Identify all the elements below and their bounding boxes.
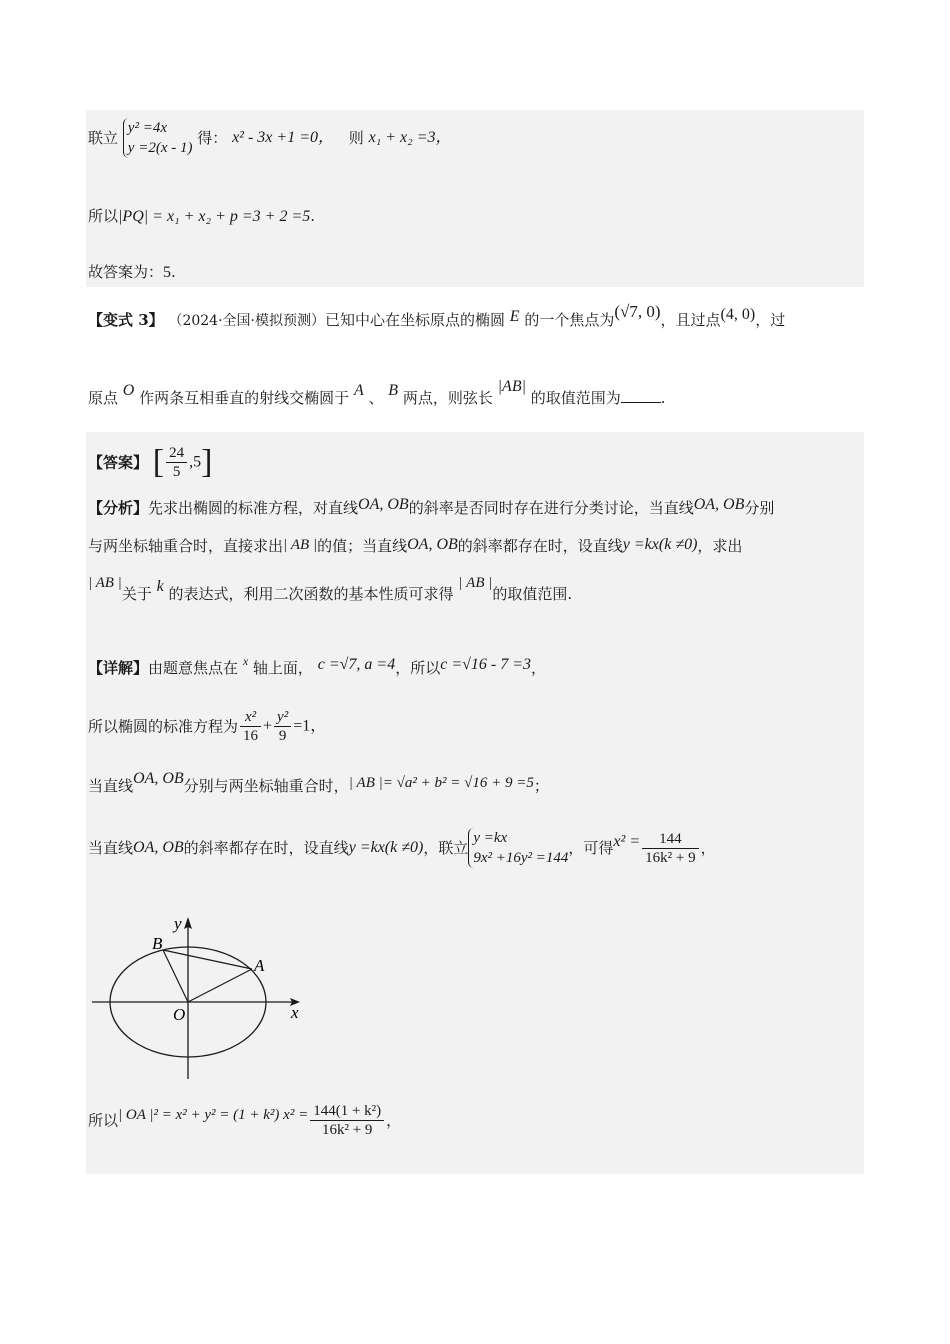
analysis-line-3: | AB |关于 k 的表达式，利用二次函数的基本性质可求得 | AB |的取值范围. xyxy=(88,575,573,603)
detail-line-1: 【详解】由题意焦点在 $^x$ 轴上面， c =√7, a =4，所以c =√16 - 7 =3， xyxy=(88,654,547,677)
answer-line: 【答案】 [ $\frac{24}{5}$ ,5] xyxy=(88,443,213,481)
analysis-line-2: 与两坐标轴重合时，直接求出| AB |的值；当直线OA, OB的斜率都存在时，设直线y =kx(k ≠0)，求出 xyxy=(88,536,743,555)
x-squared-fraction: $\frac{144}{\text{16k² + 9}}$ xyxy=(642,830,698,867)
problem-line-2: 原点 O 作两条互相垂直的射线交椭圆于 A 、 B 两点，则弦长 |AB| 的取值范围为 . xyxy=(88,378,666,407)
answer-blank xyxy=(621,388,661,403)
oa-squared-fraction: $\frac{\text{144(1 + k²)}}{\text{16k² + 9}}$ xyxy=(310,1102,384,1139)
label-a: A xyxy=(254,956,265,975)
solution-line-system: 联立 y² =4x y =2(x - 1) 得： x² - 3x +1 =0， 则 x₁ + x₂ =3， xyxy=(88,120,452,156)
ellipse-line-system: y =kx 9x² +16y² =144 xyxy=(468,828,568,868)
ellipse-figure xyxy=(86,905,316,1085)
label-o: O xyxy=(173,1005,186,1024)
ellipse-y-fraction: $\frac{\text{y²}}{9}$ xyxy=(274,708,291,745)
answer-fraction: $\frac{24}{5}$ xyxy=(166,444,187,481)
equation-system: y² =4x y =2(x - 1) xyxy=(123,118,193,158)
label-y: y xyxy=(174,914,182,933)
detail-line-4: 当直线OA, OB的斜率都存在时，设直线y =kx(k ≠0)，联立y =kx 9x² +16y² =144，可得x² = $\frac{144}{\text{16k² + 9}}$ ， xyxy=(88,830,716,866)
segment-ob xyxy=(163,950,188,1002)
detail-line-2: 所以椭圆的标准方程为 $\frac{\text{x²}}{16}$ + $\frac{\text{y²}}{9}$ =1， xyxy=(88,709,327,744)
detail-line-5: 所以| OA |² = x² + y² = (1 + k²) x² = $\frac{\text{144(1 + k²)}}{\text{16k² + 9}}$ ， xyxy=(88,1103,402,1138)
detail-line-3: 当直线OA, OB分别与两坐标轴重合时，| AB |= √a² + b² = √16 + 9 =5； xyxy=(88,770,549,795)
label-x: x xyxy=(291,1003,299,1022)
solution-line-answer: 故答案为：5. xyxy=(88,263,176,281)
solution-line-pq: 所以|PQ| = x₁ + x₂ + p =3 + 2 =5. xyxy=(88,207,316,225)
problem-line-1: 【变式 3】 （2024·全国·模拟预测）已知中心在坐标原点的椭圆 E 的一个焦点为(√7, 0)，且过点(4, 0)，过 xyxy=(88,302,786,329)
label-b: B xyxy=(152,934,163,953)
analysis-line-1: 【分析】先求出椭圆的标准方程，对直线OA, OB的斜率是否同时存在进行分类讨论，当直线OA, OB分别 xyxy=(88,496,775,517)
segment-oa xyxy=(188,969,252,1002)
ellipse-x-fraction: $\frac{\text{x²}}{16}$ xyxy=(240,708,261,745)
